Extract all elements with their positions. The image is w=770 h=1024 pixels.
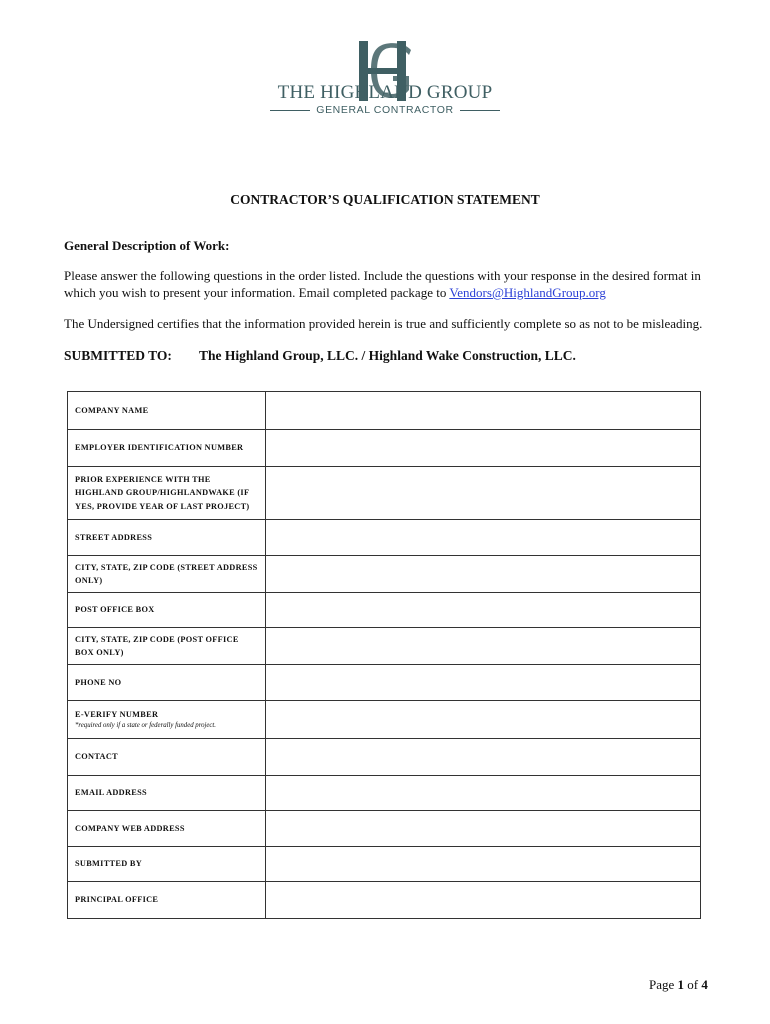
form-field-label: [68, 847, 266, 882]
form-row: [68, 520, 701, 556]
form-row: [68, 628, 701, 665]
form-field-label-text: EMPLOYER IDENTIFICATION NUMBER: [75, 443, 244, 453]
form-field-label-text: EMAIL ADDRESS: [75, 788, 147, 798]
form-row: [68, 556, 701, 593]
form-row: [68, 811, 701, 847]
tagline-rule-left: [270, 110, 310, 111]
form-field-input[interactable]: [266, 556, 701, 593]
vendor-email-link[interactable]: Vendors@HighlandGroup.org: [449, 285, 606, 300]
form-field-label: [68, 701, 266, 739]
form-row: [68, 430, 701, 467]
instructions-paragraph: [64, 267, 714, 301]
form-field-label: [68, 593, 266, 628]
form-field-label: [68, 739, 266, 776]
form-field-label-text: E-VERIFY NUMBER: [75, 709, 159, 719]
form-field-label: [68, 665, 266, 701]
form-row: [68, 665, 701, 701]
form-field-label-text: PRINCIPAL OFFICE: [75, 895, 159, 905]
page-prefix: Page: [649, 977, 675, 992]
form-field-label: [68, 467, 266, 520]
form-field-input[interactable]: [266, 628, 701, 665]
form-field-label: [68, 776, 266, 811]
tagline-text: GENERAL CONTRACTOR: [316, 104, 454, 116]
general-description-heading: General Description of Work:: [64, 238, 230, 253]
form-field-input[interactable]: [266, 520, 701, 556]
page-separator: of: [687, 977, 699, 992]
form-field-label: [68, 430, 266, 467]
form-field-label-text: POST OFFICE BOX: [75, 605, 155, 615]
form-field-input[interactable]: [266, 701, 701, 739]
form-field-input[interactable]: [266, 847, 701, 882]
form-field-label-text: SUBMITTED BY: [75, 859, 142, 869]
certification-statement: The Undersigned certifies that the information provided herein is true and sufficiently complete so as not to be misleading.: [64, 316, 703, 331]
page-current: 1: [677, 977, 685, 992]
form-row: [68, 392, 701, 430]
form-field-label-text: PRIOR EXPERIENCE WITH THE HIGHLAND GROUP/HIGHLANDWAKE (IF YES, PROVIDE YEAR OF LAST PROJECT): [75, 474, 250, 511]
instructions-text: Please answer the following questions in the order listed. Include the questions with your response in the desired format in which you wish to present your information. Email completed package to: [64, 268, 701, 300]
form-field-input[interactable]: [266, 776, 701, 811]
form-row: [68, 776, 701, 811]
form-field-input[interactable]: [266, 811, 701, 847]
company-tagline: [270, 104, 500, 116]
form-field-label: [68, 628, 266, 665]
form-row: [68, 847, 701, 882]
form-field-input[interactable]: [266, 739, 701, 776]
form-row: [68, 701, 701, 739]
form-field-input[interactable]: [266, 882, 701, 919]
form-field-input[interactable]: [266, 430, 701, 467]
form-field-label-text: PHONE NO: [75, 677, 122, 687]
form-field-label: [68, 882, 266, 919]
form-field-label-text: STREET ADDRESS: [75, 532, 153, 542]
form-field-input[interactable]: [266, 593, 701, 628]
form-field-input[interactable]: [266, 665, 701, 701]
form-field-label-text: CITY, STATE, ZIP CODE (STREET ADDRESS ONLY): [75, 562, 258, 585]
form-field-input[interactable]: [266, 467, 701, 520]
form-row: [68, 593, 701, 628]
form-row: [68, 882, 701, 919]
form-field-label: [68, 520, 266, 556]
form-field-label-text: CITY, STATE, ZIP CODE (POST OFFICE BOX ONLY): [75, 634, 239, 657]
page-number: [649, 977, 708, 993]
form-field-label: [68, 556, 266, 593]
form-field-input[interactable]: [266, 392, 701, 430]
form-field-label: [68, 392, 266, 430]
submitted-to-label: SUBMITTED TO:: [64, 348, 172, 363]
company-name-logo-text: THE HIGHLAND GROUP: [277, 82, 493, 103]
document-title: CONTRACTOR’S QUALIFICATION STATEMENT: [230, 192, 540, 207]
form-field-label-text: CONTACT: [75, 752, 118, 762]
submitted-to-value: The Highland Group, LLC. / Highland Wake Construction, LLC.: [199, 348, 576, 363]
qualification-form-table: [67, 391, 701, 919]
form-field-label-text: COMPANY WEB ADDRESS: [75, 823, 185, 833]
tagline-rule-right: [460, 110, 500, 111]
page-total: 4: [701, 977, 708, 992]
form-field-label-text: COMPANY NAME: [75, 405, 149, 415]
form-row: [68, 467, 701, 520]
form-field-note: *required only if a state or federally funded project.: [75, 722, 217, 730]
form-row: [68, 739, 701, 776]
form-field-label: [68, 811, 266, 847]
